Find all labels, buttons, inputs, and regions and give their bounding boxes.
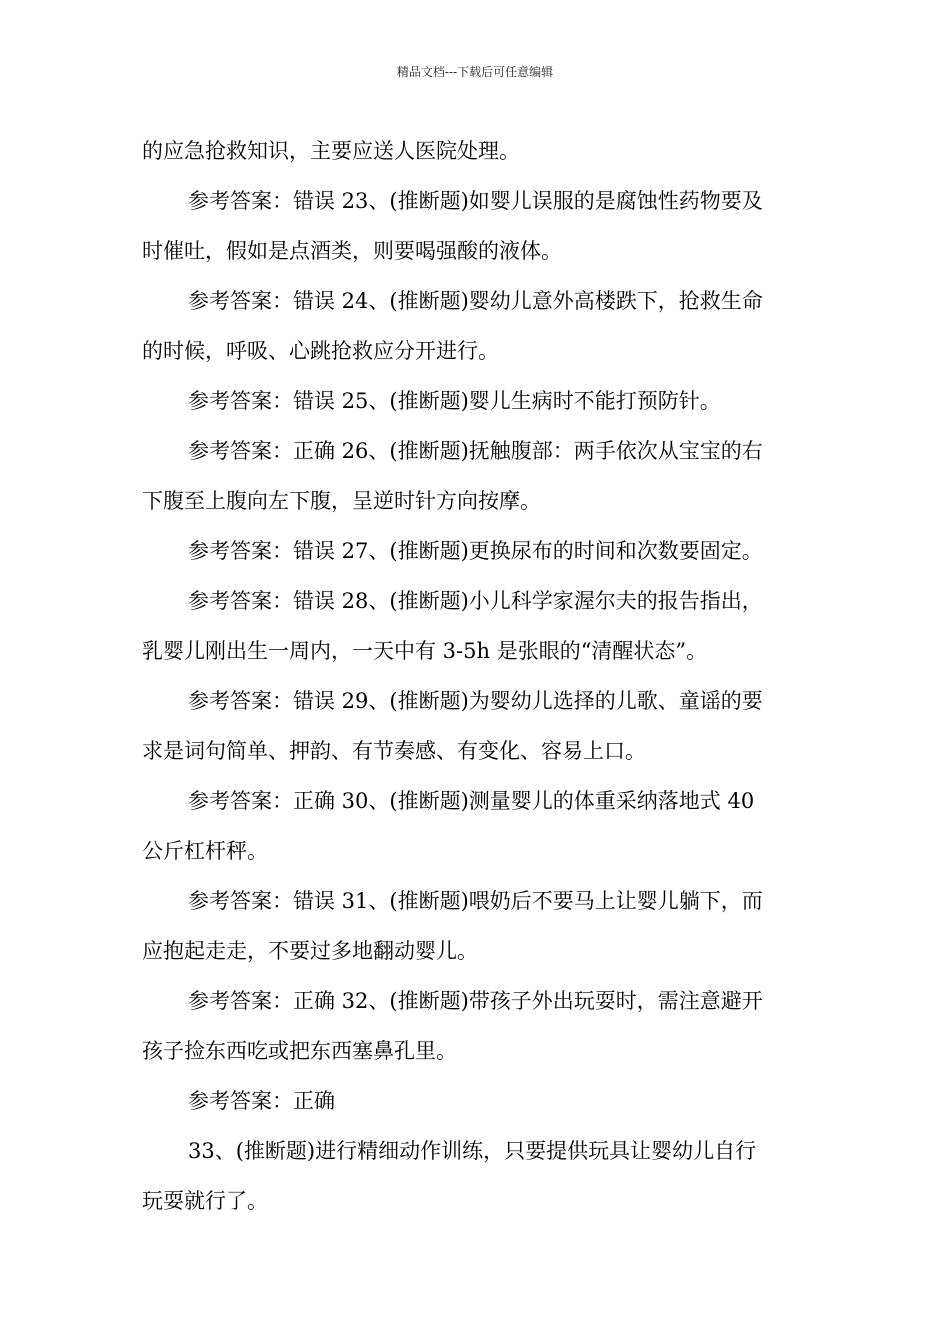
text-line: 乳婴儿刚出生一周内，一天中有 3-5h 是张眼的“清醒状态”。 [142,639,708,663]
text-line: 求是词句简单、押韵、有节奏感、有变化、容易上口。 [142,739,646,763]
text-line: 参考答案：错误 29、(推断题)为婴幼儿选择的儿歌、童谣的要 [188,689,763,713]
text-line: 公斤杠杆秤。 [142,839,268,863]
text-line: 的应急抢救知识，主要应送人医院处理。 [142,139,520,163]
text-line: 的时候，呼吸、心跳抢救应分开进行。 [142,339,499,363]
text-line: 33、(推断题)进行精细动作训练，只要提供玩具让婴幼儿自行 [188,1139,757,1163]
text-line: 参考答案：错误 24、(推断题)婴幼儿意外高楼跌下，抢救生命 [188,289,763,313]
text-line: 下腹至上腹向左下腹，呈逆时针方向按摩。 [142,489,541,513]
text-line: 参考答案：正确 32、(推断题)带孩子外出玩耍时，需注意避开 [188,989,763,1013]
text-line: 参考答案：正确 [188,1089,335,1113]
text-line: 参考答案：错误 25、(推断题)婴儿生病时不能打预防针。 [188,389,721,413]
text-line: 参考答案：错误 23、(推断题)如婴儿误服的是腐蚀性药物要及 [188,189,763,213]
text-line: 参考答案：正确 30、(推断题)测量婴儿的体重采纳落地式 40 [188,789,755,813]
text-line: 玩耍就行了。 [142,1189,268,1213]
text-line: 时催吐，假如是点酒类，则要喝强酸的液体。 [142,239,562,263]
text-line: 应抱起走走，不要过多地翻动婴儿。 [142,939,478,963]
text-line: 参考答案：错误 31、(推断题)喂奶后不要马上让婴儿躺下，而 [188,889,763,913]
document-body [142,126,810,1226]
text-line: 参考答案：错误 28、(推断题)小儿科学家渥尔夫的报告指出， [188,589,763,613]
text-line: 参考答案：错误 27、(推断题)更换尿布的时间和次数要固定。 [188,539,763,563]
page-header: 精品文档---下载后可任意编辑 [396,65,554,79]
text-line: 参考答案：正确 26、(推断题)抚触腹部：两手依次从宝宝的右 [188,439,763,463]
text-line: 孩子捡东西吃或把东西塞鼻孔里。 [142,1039,457,1063]
